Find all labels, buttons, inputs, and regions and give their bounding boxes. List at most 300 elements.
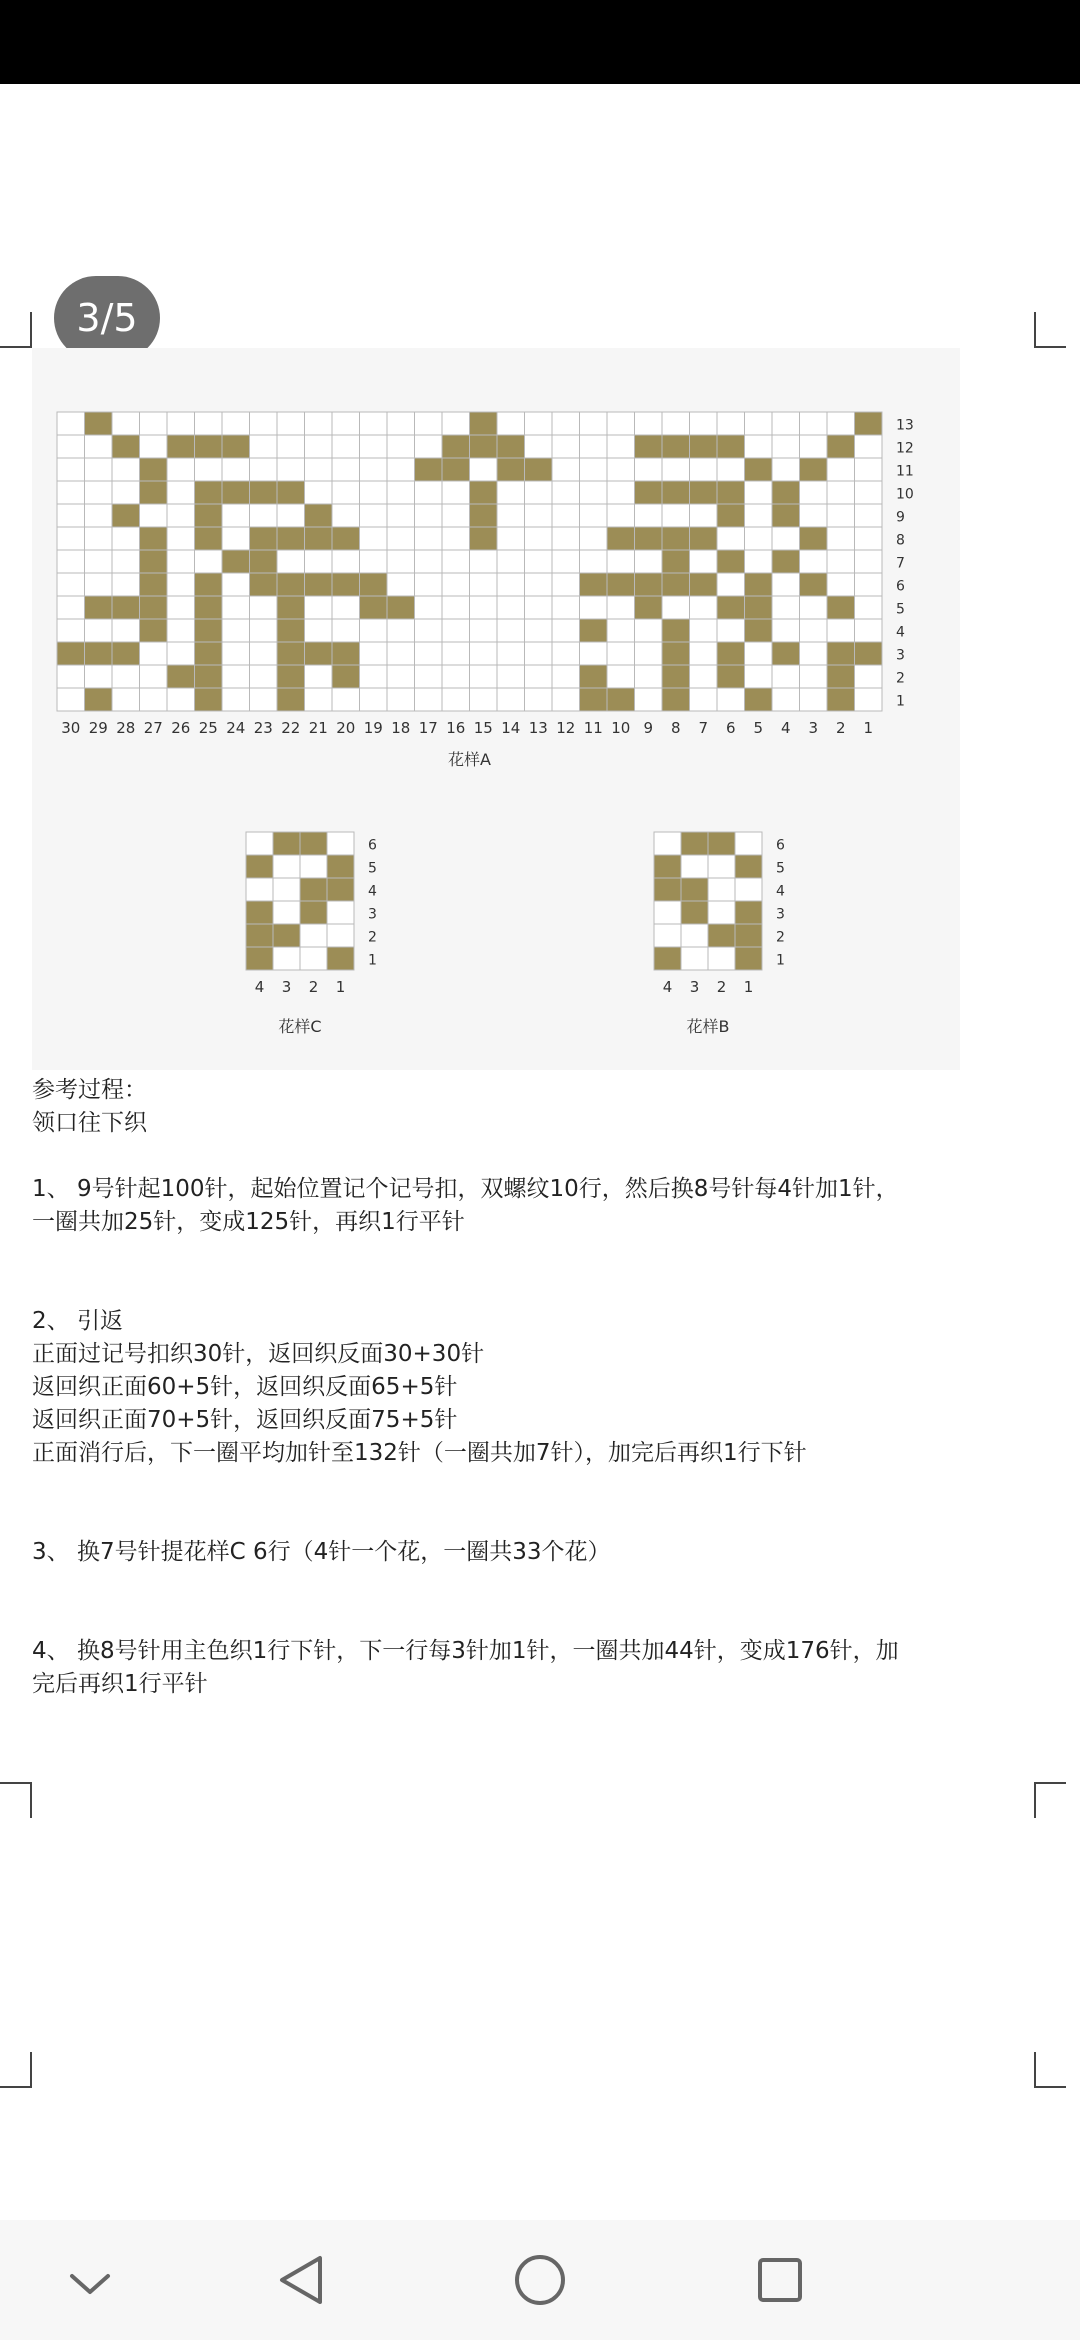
chart-cell bbox=[800, 481, 828, 504]
chart-cell bbox=[662, 665, 690, 688]
column-number: 19 bbox=[363, 719, 383, 737]
pattern-label: 花样B bbox=[686, 1017, 730, 1036]
chart-cell bbox=[800, 573, 828, 596]
chart-cell bbox=[772, 619, 800, 642]
chart-cell bbox=[855, 642, 883, 665]
chart-cell bbox=[681, 924, 708, 947]
chart-cell bbox=[497, 596, 525, 619]
chart-cell bbox=[273, 878, 300, 901]
chart-cell bbox=[525, 550, 553, 573]
chart-cell bbox=[635, 573, 663, 596]
chart-cell bbox=[654, 901, 681, 924]
chart-cell bbox=[607, 665, 635, 688]
chart-cell bbox=[277, 412, 305, 435]
chart-cell bbox=[300, 832, 327, 855]
chart-cell bbox=[277, 504, 305, 527]
chart-cell bbox=[360, 504, 388, 527]
chart-cell bbox=[57, 573, 85, 596]
chart-cell bbox=[497, 458, 525, 481]
chart-cell bbox=[277, 527, 305, 550]
row-number: 4 bbox=[368, 883, 377, 900]
chart-cell bbox=[250, 688, 278, 711]
column-number: 24 bbox=[226, 719, 246, 737]
chart-cell bbox=[470, 458, 498, 481]
chart-cell bbox=[681, 901, 708, 924]
navigation-bar bbox=[0, 2220, 1080, 2340]
row-number: 5 bbox=[776, 860, 785, 877]
chart-cell bbox=[222, 504, 250, 527]
blank-line bbox=[32, 1140, 1032, 1173]
chart-cell bbox=[387, 435, 415, 458]
chart-cell bbox=[855, 665, 883, 688]
chart-cell bbox=[552, 550, 580, 573]
chart-cell bbox=[167, 642, 195, 665]
chart-cell bbox=[140, 573, 168, 596]
chart-cell bbox=[246, 832, 273, 855]
chart-cell bbox=[195, 596, 223, 619]
column-number: 11 bbox=[583, 719, 603, 737]
instruction-line: 返回织正面60+5针，返回织反面65+5针 bbox=[32, 1374, 458, 1400]
chart-cell bbox=[57, 435, 85, 458]
chart-cell bbox=[167, 688, 195, 711]
chart-cell bbox=[580, 665, 608, 688]
chart-cell bbox=[112, 573, 140, 596]
chart-cell bbox=[332, 619, 360, 642]
row-number: 9 bbox=[896, 509, 905, 526]
chart-cell bbox=[167, 596, 195, 619]
row-number: 4 bbox=[896, 624, 905, 641]
chart-cell bbox=[277, 435, 305, 458]
chart-cell bbox=[470, 481, 498, 504]
column-number: 30 bbox=[61, 719, 81, 737]
chart-cell bbox=[552, 412, 580, 435]
column-number: 29 bbox=[88, 719, 108, 737]
chart-cell bbox=[140, 435, 168, 458]
chart-cell bbox=[635, 458, 663, 481]
chart-cell bbox=[57, 596, 85, 619]
recents-square-icon bbox=[720, 2220, 840, 2340]
chart-cell bbox=[85, 596, 113, 619]
chart-cell bbox=[855, 619, 883, 642]
chart-cell bbox=[662, 481, 690, 504]
chart-cell bbox=[277, 458, 305, 481]
chart-cell bbox=[525, 688, 553, 711]
chart-cell bbox=[855, 435, 883, 458]
chart-cell bbox=[708, 924, 735, 947]
chart-cell bbox=[112, 458, 140, 481]
chart-cell bbox=[415, 504, 443, 527]
chart-cell bbox=[442, 596, 470, 619]
chart-cell bbox=[332, 642, 360, 665]
chart-cell bbox=[140, 688, 168, 711]
column-number: 25 bbox=[198, 719, 218, 737]
chart-cell bbox=[277, 481, 305, 504]
chart-cell bbox=[681, 947, 708, 970]
chart-cell bbox=[85, 573, 113, 596]
chart-cell bbox=[470, 550, 498, 573]
chart-cell bbox=[717, 619, 745, 642]
instruction-line: 2、 引返 bbox=[32, 1308, 123, 1334]
chart-cell bbox=[662, 688, 690, 711]
chart-cell bbox=[277, 550, 305, 573]
chart-cell bbox=[360, 412, 388, 435]
chart-cell bbox=[57, 550, 85, 573]
chart-cell bbox=[195, 527, 223, 550]
chart-cell bbox=[167, 412, 195, 435]
chart-cell bbox=[273, 832, 300, 855]
chart-cell bbox=[580, 596, 608, 619]
chart-cell bbox=[222, 596, 250, 619]
chart-cell bbox=[735, 924, 762, 947]
blank-line bbox=[32, 1470, 1032, 1503]
chart-cell bbox=[745, 596, 773, 619]
chart-cell bbox=[800, 412, 828, 435]
chart-cell bbox=[112, 596, 140, 619]
chart-cell bbox=[772, 642, 800, 665]
chart-cell bbox=[277, 596, 305, 619]
chart-cell bbox=[246, 901, 273, 924]
chart-cell bbox=[525, 458, 553, 481]
chart-cell bbox=[827, 550, 855, 573]
chart-cell bbox=[497, 688, 525, 711]
chart-cell bbox=[112, 481, 140, 504]
chart-cell bbox=[690, 688, 718, 711]
chart-cell bbox=[635, 688, 663, 711]
chart-cell bbox=[552, 596, 580, 619]
chart-cell bbox=[222, 688, 250, 711]
chart-cell bbox=[195, 435, 223, 458]
chart-cell bbox=[140, 481, 168, 504]
column-number: 26 bbox=[171, 719, 191, 737]
chart-cell bbox=[140, 642, 168, 665]
chart-cell bbox=[442, 527, 470, 550]
chart-cell bbox=[387, 481, 415, 504]
chart-cell bbox=[57, 619, 85, 642]
chart-cell bbox=[470, 665, 498, 688]
chart-cell bbox=[442, 688, 470, 711]
chart-cell bbox=[717, 573, 745, 596]
chart-cell bbox=[305, 412, 333, 435]
chart-cell bbox=[735, 878, 762, 901]
row-number: 5 bbox=[368, 860, 377, 877]
chart-cell bbox=[497, 527, 525, 550]
chart-cell bbox=[745, 435, 773, 458]
nav-recents-button[interactable] bbox=[720, 2220, 840, 2340]
chart-cell bbox=[387, 550, 415, 573]
chart-cell bbox=[387, 527, 415, 550]
chart-cell bbox=[827, 688, 855, 711]
chart-cell bbox=[112, 527, 140, 550]
chart-cell bbox=[745, 527, 773, 550]
column-number: 20 bbox=[336, 719, 356, 737]
column-number: 12 bbox=[556, 719, 576, 737]
chart-cell bbox=[140, 596, 168, 619]
chart-cell bbox=[167, 458, 195, 481]
chart-cell bbox=[772, 412, 800, 435]
chart-cell bbox=[277, 688, 305, 711]
instruction-line: 4、 换8号针用主色织1行下针，下一行每3针加1针，一圈共加44针，变成176针，加 bbox=[32, 1638, 899, 1664]
crop-mark bbox=[0, 2052, 32, 2088]
chart-cell bbox=[800, 619, 828, 642]
column-number: 16 bbox=[446, 719, 466, 737]
chart-cell bbox=[85, 642, 113, 665]
chart-cell bbox=[800, 550, 828, 573]
chart-cell bbox=[85, 527, 113, 550]
chart-cell bbox=[360, 596, 388, 619]
chart-cell bbox=[415, 642, 443, 665]
chart-cell bbox=[607, 596, 635, 619]
column-number: 4 bbox=[780, 719, 791, 737]
pattern-chart-image[interactable] bbox=[32, 348, 960, 1070]
chart-cell bbox=[745, 458, 773, 481]
chart-cell bbox=[772, 573, 800, 596]
chart-cell bbox=[745, 642, 773, 665]
chart-cell bbox=[855, 481, 883, 504]
column-number: 28 bbox=[116, 719, 136, 737]
chart-cell bbox=[246, 947, 273, 970]
chart-cell bbox=[855, 573, 883, 596]
chart-cell bbox=[387, 619, 415, 642]
chart-cell bbox=[222, 550, 250, 573]
chart-cell bbox=[250, 642, 278, 665]
chart-cell bbox=[305, 596, 333, 619]
chart-cell bbox=[735, 947, 762, 970]
chart-cell bbox=[332, 550, 360, 573]
chart-cell bbox=[415, 435, 443, 458]
instruction-line: 一圈共加25针，变成125针，再织1行平针 bbox=[32, 1209, 465, 1235]
row-number: 2 bbox=[368, 929, 377, 946]
chart-cell bbox=[360, 458, 388, 481]
chart-cell bbox=[112, 619, 140, 642]
chart-cell bbox=[140, 550, 168, 573]
chart-cell bbox=[497, 550, 525, 573]
chart-cell bbox=[442, 412, 470, 435]
chart-cell bbox=[195, 458, 223, 481]
chart-cell bbox=[662, 550, 690, 573]
column-number: 10 bbox=[611, 719, 631, 737]
chart-cell bbox=[195, 412, 223, 435]
chart-cell bbox=[222, 458, 250, 481]
chart-cell bbox=[855, 412, 883, 435]
chart-cell bbox=[415, 573, 443, 596]
chart-cell bbox=[654, 878, 681, 901]
chart-cell bbox=[690, 504, 718, 527]
chart-cell bbox=[690, 619, 718, 642]
chart-cell bbox=[497, 481, 525, 504]
chart-cell bbox=[415, 665, 443, 688]
chart-cell bbox=[195, 688, 223, 711]
chart-cell bbox=[690, 642, 718, 665]
chart-cell bbox=[717, 481, 745, 504]
chart-cell bbox=[300, 855, 327, 878]
blank-line bbox=[32, 1239, 1032, 1272]
chart-cell bbox=[305, 458, 333, 481]
chart-cell bbox=[300, 924, 327, 947]
chart-cell bbox=[470, 596, 498, 619]
blank-line bbox=[32, 1503, 1032, 1536]
chart-cell bbox=[415, 550, 443, 573]
chart-cell bbox=[607, 688, 635, 711]
chart-cell bbox=[246, 855, 273, 878]
chart-cell bbox=[250, 550, 278, 573]
column-number: 2 bbox=[835, 719, 846, 737]
chart-cell bbox=[167, 665, 195, 688]
chart-cell bbox=[635, 481, 663, 504]
pattern-label: 花样A bbox=[448, 750, 491, 769]
chart-cell bbox=[827, 481, 855, 504]
chart-cell bbox=[772, 435, 800, 458]
chart-cell bbox=[442, 550, 470, 573]
chart-cell bbox=[85, 481, 113, 504]
chart-cell bbox=[497, 642, 525, 665]
row-number: 11 bbox=[896, 463, 914, 480]
chart-cell bbox=[112, 435, 140, 458]
chart-cell bbox=[250, 619, 278, 642]
column-number: 3 bbox=[808, 719, 819, 737]
chart-cell bbox=[827, 412, 855, 435]
chart-cell bbox=[112, 642, 140, 665]
chart-cell bbox=[827, 573, 855, 596]
chart-cell bbox=[140, 412, 168, 435]
chart-cell bbox=[772, 504, 800, 527]
column-number: 21 bbox=[308, 719, 328, 737]
column-number: 9 bbox=[643, 719, 654, 737]
chart-cell bbox=[112, 688, 140, 711]
chart-cell bbox=[772, 665, 800, 688]
chart-cell bbox=[332, 527, 360, 550]
chart-cell bbox=[305, 504, 333, 527]
chart-cell bbox=[607, 573, 635, 596]
chart-cell bbox=[708, 901, 735, 924]
chart-cell bbox=[681, 832, 708, 855]
chart-cell bbox=[580, 504, 608, 527]
nav-down-button[interactable] bbox=[30, 2220, 150, 2340]
chart-cell bbox=[250, 596, 278, 619]
chart-cell bbox=[273, 924, 300, 947]
chart-cell bbox=[470, 412, 498, 435]
chart-cell bbox=[607, 481, 635, 504]
chart-cell bbox=[525, 619, 553, 642]
column-number: 3 bbox=[689, 978, 700, 996]
row-number: 2 bbox=[896, 670, 905, 687]
chart-cell bbox=[607, 527, 635, 550]
row-number: 7 bbox=[896, 555, 905, 572]
chart-cell bbox=[552, 435, 580, 458]
nav-home-button[interactable] bbox=[480, 2220, 600, 2340]
chart-cell bbox=[635, 412, 663, 435]
chart-cell bbox=[635, 596, 663, 619]
chart-cell bbox=[112, 550, 140, 573]
chart-cell bbox=[855, 527, 883, 550]
chart-cell bbox=[387, 504, 415, 527]
chart-cell bbox=[717, 458, 745, 481]
chart-cell bbox=[360, 550, 388, 573]
chart-cell bbox=[607, 458, 635, 481]
chart-cell bbox=[525, 573, 553, 596]
column-number: 8 bbox=[670, 719, 681, 737]
chart-cell bbox=[140, 458, 168, 481]
chart-cell bbox=[57, 527, 85, 550]
chart-cell bbox=[580, 481, 608, 504]
chart-cell bbox=[827, 435, 855, 458]
nav-back-button[interactable] bbox=[240, 2220, 360, 2340]
chart-cell bbox=[690, 481, 718, 504]
row-number: 12 bbox=[896, 440, 914, 457]
crop-mark bbox=[0, 312, 32, 348]
chart-cell bbox=[387, 665, 415, 688]
chart-cell bbox=[497, 619, 525, 642]
chart-cell bbox=[195, 665, 223, 688]
chart-cell bbox=[827, 527, 855, 550]
chart-cell bbox=[112, 504, 140, 527]
chart-cell bbox=[387, 596, 415, 619]
chart-cell bbox=[745, 481, 773, 504]
chart-cell bbox=[273, 947, 300, 970]
chart-cell bbox=[167, 550, 195, 573]
chart-cell bbox=[580, 550, 608, 573]
chart-cell bbox=[195, 642, 223, 665]
chart-cell bbox=[195, 619, 223, 642]
chart-cell bbox=[525, 527, 553, 550]
chart-cell bbox=[717, 412, 745, 435]
chart-cell bbox=[300, 901, 327, 924]
chart-cell bbox=[497, 665, 525, 688]
row-number: 8 bbox=[896, 532, 905, 549]
column-number: 23 bbox=[253, 719, 273, 737]
chart-cell bbox=[745, 573, 773, 596]
chart-cell bbox=[442, 642, 470, 665]
chart-cell bbox=[85, 688, 113, 711]
chart-cell bbox=[772, 458, 800, 481]
chart-cell bbox=[360, 435, 388, 458]
chart-cell bbox=[305, 527, 333, 550]
chart-cell bbox=[690, 550, 718, 573]
chart-cell bbox=[708, 832, 735, 855]
chart-cell bbox=[662, 527, 690, 550]
chart-cell bbox=[387, 412, 415, 435]
chart-cell bbox=[195, 573, 223, 596]
column-number: 22 bbox=[281, 719, 301, 737]
crop-mark bbox=[1034, 1782, 1066, 1818]
chart-cell bbox=[662, 435, 690, 458]
row-number: 4 bbox=[776, 883, 785, 900]
chart-cell bbox=[717, 435, 745, 458]
chart-cell bbox=[140, 527, 168, 550]
chart-cell bbox=[57, 642, 85, 665]
pattern-label: 花样C bbox=[278, 1017, 322, 1036]
chart-cell bbox=[222, 665, 250, 688]
chart-cell bbox=[250, 458, 278, 481]
column-number: 4 bbox=[662, 978, 673, 996]
chart-cell bbox=[167, 619, 195, 642]
chart-cell bbox=[525, 481, 553, 504]
chart-cell bbox=[167, 573, 195, 596]
chart-cell bbox=[305, 665, 333, 688]
home-circle-icon bbox=[480, 2220, 600, 2340]
chart-cell bbox=[717, 527, 745, 550]
chart-cell bbox=[415, 619, 443, 642]
chart-cell bbox=[800, 688, 828, 711]
chart-cell bbox=[745, 550, 773, 573]
chart-cell bbox=[470, 435, 498, 458]
chart-cell bbox=[690, 573, 718, 596]
chart-cell bbox=[827, 665, 855, 688]
chart-cell bbox=[662, 504, 690, 527]
crop-mark bbox=[1034, 312, 1066, 348]
chart-cell bbox=[442, 458, 470, 481]
chart-cell bbox=[580, 412, 608, 435]
chart-cell bbox=[332, 458, 360, 481]
